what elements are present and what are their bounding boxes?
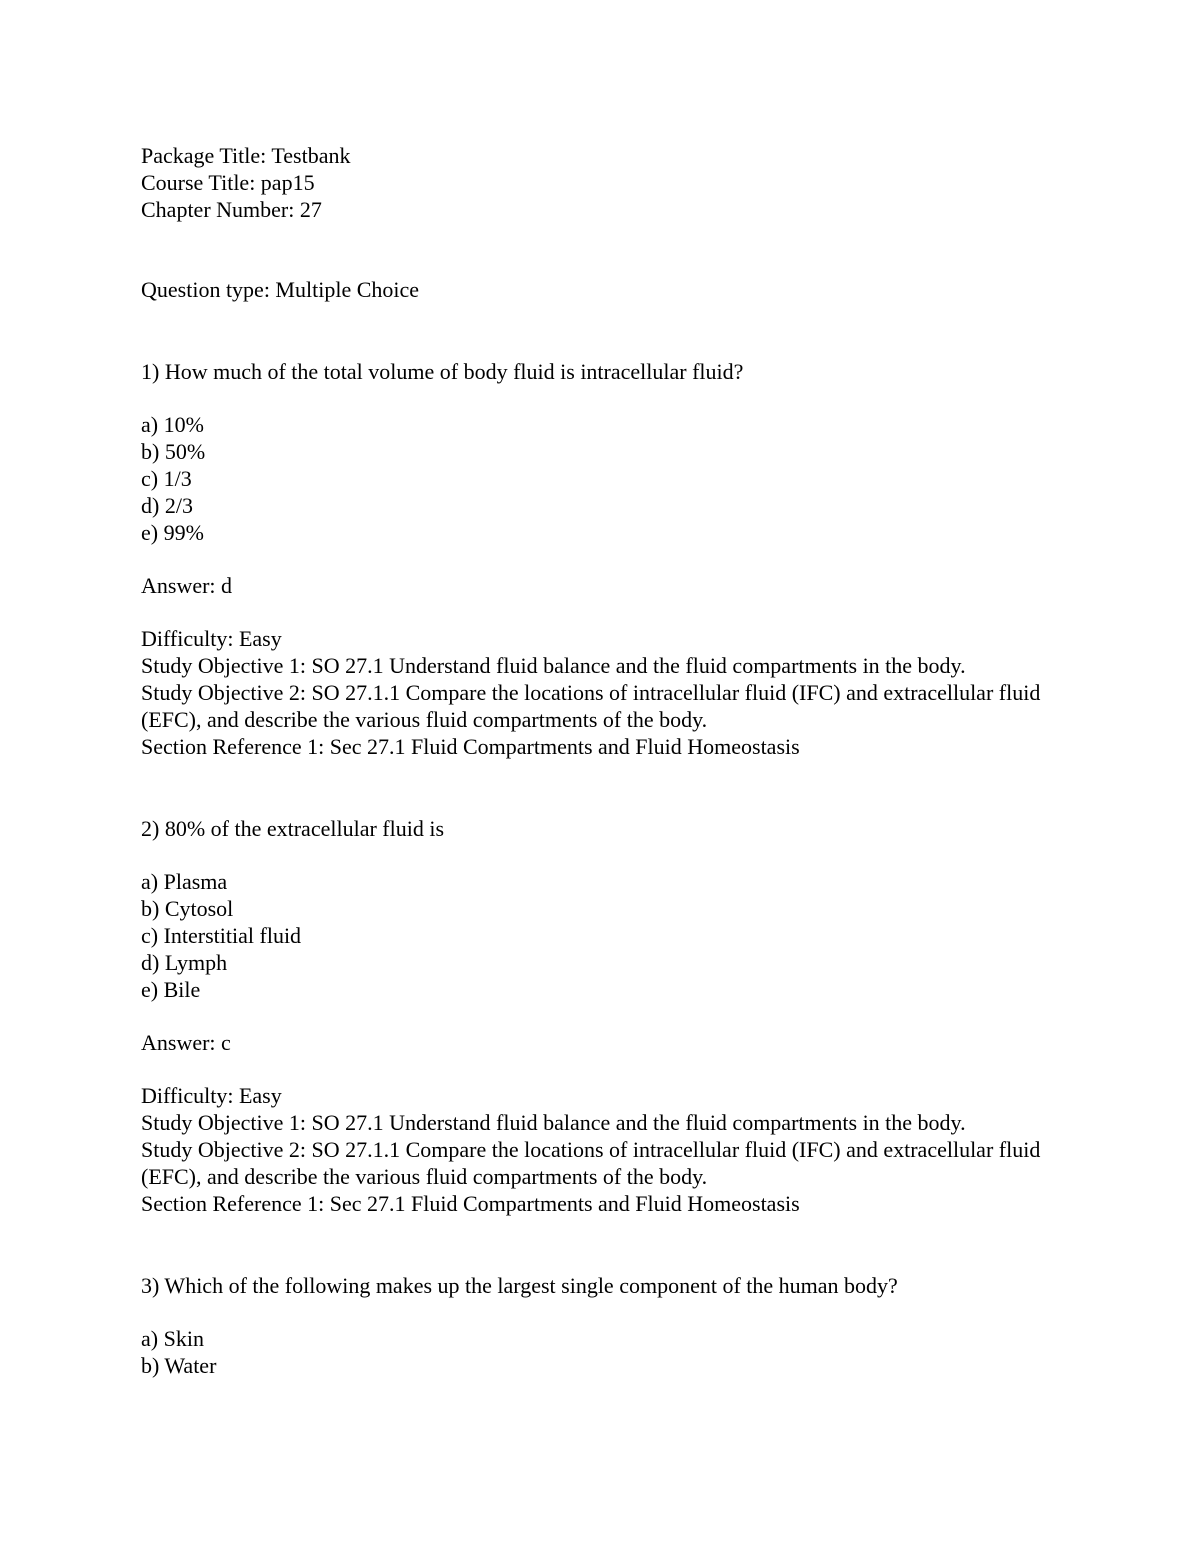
option-c: c) Interstitial fluid: [141, 923, 302, 948]
question-stem: 3) Which of the following makes up the largest single component of the human body?: [141, 1273, 898, 1298]
option-e: e) Bile: [141, 977, 201, 1002]
option-e: e) 99%: [141, 520, 204, 545]
section-reference: Section Reference 1: Sec 27.1 Fluid Compartments and Fluid Homeostasis: [141, 1191, 800, 1216]
course-title: Course Title: pap15: [141, 170, 315, 195]
question-1: [141, 358, 1101, 760]
option-b: b) Cytosol: [141, 896, 234, 921]
document-page: [141, 142, 1101, 1379]
option-a: a) 10%: [141, 412, 204, 437]
question-type: Question type: Multiple Choice: [141, 277, 420, 302]
option-b: b) 50%: [141, 439, 206, 464]
package-title: Package Title: Testbank: [141, 143, 351, 168]
question-3: [141, 1272, 1101, 1379]
question-2: [141, 815, 1101, 1217]
difficulty: Difficulty: Easy: [141, 626, 282, 651]
option-a: a) Skin: [141, 1326, 204, 1351]
question-stem: 1) How much of the total volume of body fluid is intracellular fluid?: [141, 359, 744, 384]
study-objective-1: Study Objective 1: SO 27.1 Understand fluid balance and the fluid compartments in the body.: [141, 653, 966, 678]
option-c: c) 1/3: [141, 466, 192, 491]
study-objective-1: Study Objective 1: SO 27.1 Understand fluid balance and the fluid compartments in the body.: [141, 1110, 966, 1135]
question-stem: 2) 80% of the extracellular fluid is: [141, 816, 445, 841]
answer: Answer: d: [141, 573, 233, 598]
chapter-number: Chapter Number: 27: [141, 197, 322, 222]
answer: Answer: c: [141, 1030, 231, 1055]
study-objective-2: Study Objective 2: SO 27.1.1 Compare the locations of intracellular fluid (IFC) and extracellular fluid (EFC), and describe the various fluid compartments of the body.: [141, 680, 1041, 732]
option-d: d) 2/3: [141, 493, 193, 518]
option-d: d) Lymph: [141, 950, 228, 975]
study-objective-2: Study Objective 2: SO 27.1.1 Compare the locations of intracellular fluid (IFC) and extracellular fluid (EFC), and describe the various fluid compartments of the body.: [141, 1137, 1041, 1189]
option-a: a) Plasma: [141, 869, 228, 894]
header-block: [141, 142, 1101, 223]
difficulty: Difficulty: Easy: [141, 1083, 282, 1108]
option-b: b) Water: [141, 1353, 217, 1378]
section-reference: Section Reference 1: Sec 27.1 Fluid Compartments and Fluid Homeostasis: [141, 734, 800, 759]
